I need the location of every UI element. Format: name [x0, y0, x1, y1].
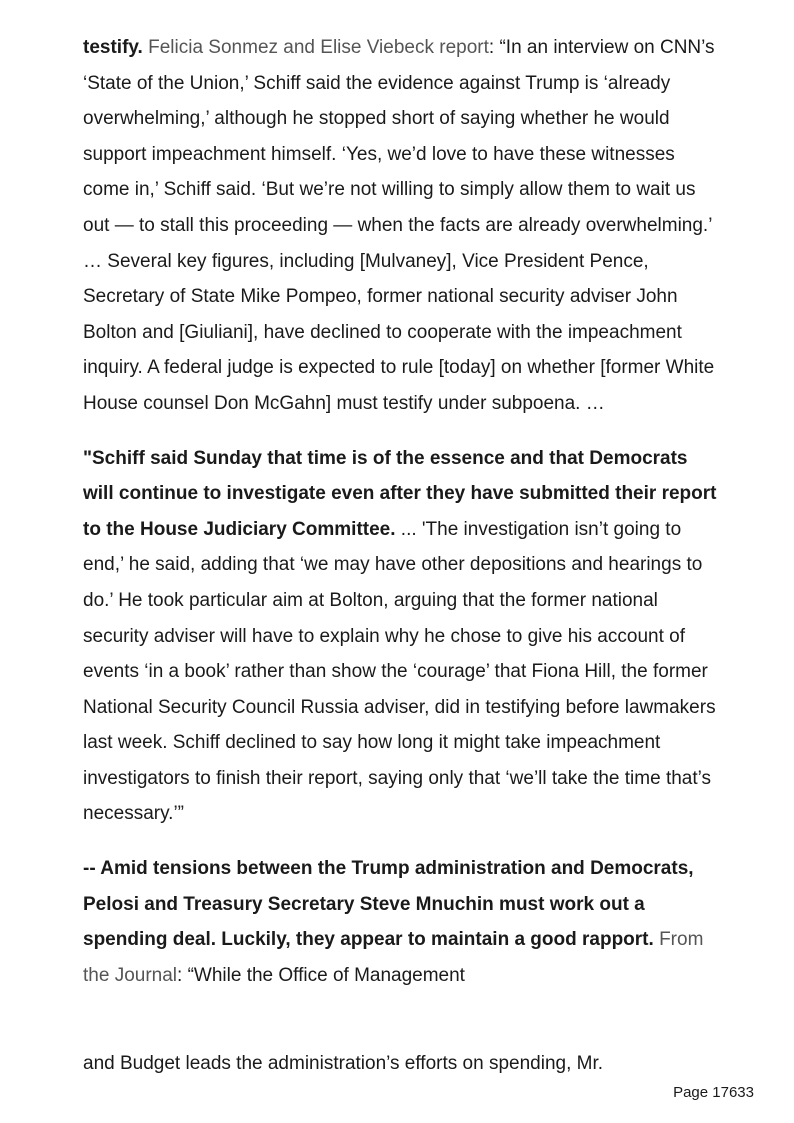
- paragraph-1: [83, 30, 723, 422]
- document-body: [83, 30, 723, 1012]
- paragraph-1-source: Felicia Sonmez and Elise Viebeck report: [148, 37, 489, 58]
- page-number: Page 17633: [673, 1084, 754, 1101]
- paragraph-2-bold-lead: "Schiff said Sunday that time is of the essence and that Democrats will continue to investigate even after they have submitted their report to the House Judiciary Committee.: [83, 447, 717, 540]
- paragraph-2-body: ... 'The investigation isn’t going to end,’ he said, adding that ‘we may have other depositions and hearings to do.’ He took particular aim at Bolton, arguing that the former national security adviser will have to explain why he chose to give his account of events ‘in a book’ rather than show the ‘courage’ that Fiona Hill, the former National Security Council Russia adviser, did in testifying before lawmakers last week. Schiff declined to say how long it might take impeachment investigators to finish their report, saying only that ‘we’ll take the time that’s necessary.’”: [83, 518, 716, 825]
- paragraph-3-source: From the Journal: [83, 929, 704, 986]
- paragraph-3-body: : “While the Office of Management: [177, 964, 465, 986]
- paragraph-3: [83, 851, 723, 993]
- cutoff-line: [83, 1053, 723, 1087]
- paragraph-3-bold-lead: -- Amid tensions between the Trump administration and Democrats, Pelosi and Treasury Secretary Steve Mnuchin must work out a spending deal. Luckily, they appear to maintain a good rapport.: [83, 858, 694, 951]
- cutoff-line-text: and Budget leads the administration’s efforts on spending, Mr.: [83, 1053, 604, 1074]
- paragraph-1-body: : “In an interview on CNN’s ‘State of the Union,’ Schiff said the evidence against Trump is ‘already overwhelming,’ although he stopped short of saying whether he would support impeachment himself. ‘Yes, we’d love to have these witnesses come in,’ Schiff said. ‘But we’re not willing to simply allow them to wait us out — to stall this proceeding — when the facts are already overwhelming.’ … Several key figures, including [Mulvaney], Vice President Pence, Secretary of State Mike Pompeo, former national security adviser John Bolton and [Giuliani], have declined to cooperate with the impeachment inquiry. A federal judge is expected to rule [today] on whether [former White House counsel Don McGahn] must testify under subpoena. …: [83, 37, 715, 414]
- paragraph-2: [83, 441, 723, 833]
- paragraph-1-bold-lead: testify.: [83, 37, 143, 58]
